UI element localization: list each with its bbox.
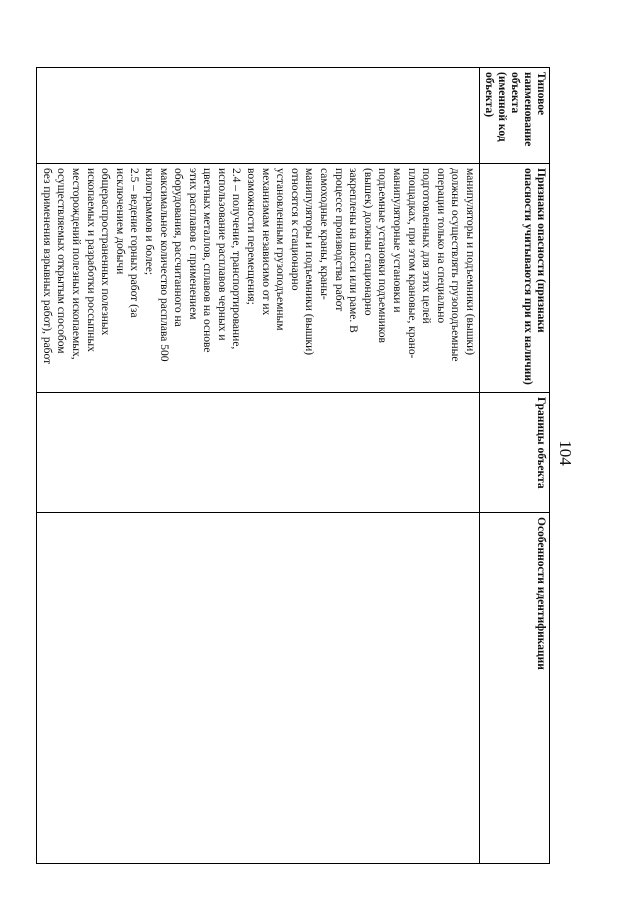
danger-text-line: общераспространенных полезных	[99, 168, 112, 336]
danger-text-line: использование расплавов черных и	[215, 168, 228, 341]
header-danger-signs: Признаки опасности (признаки опасности учитываются при их наличии)	[480, 164, 550, 393]
danger-text-line: установленным грузоподъемным	[274, 168, 287, 331]
header-boundaries: Границы объекта	[480, 393, 550, 513]
header-identification: Особенности идентификации	[480, 513, 550, 864]
danger-text-line: максимальное количество расплава 500	[157, 168, 170, 362]
danger-text-line: механизмам независимо от их	[259, 168, 272, 316]
identification-table	[36, 67, 550, 864]
danger-text-line: месторождений полезных ископаемых,	[69, 168, 82, 360]
danger-text-line: площадках, при этом крановые, крано-	[405, 168, 418, 359]
cell-boundaries	[37, 393, 480, 513]
cell-identification	[37, 513, 480, 864]
danger-text-line: цветных металлов, сплавов на основе	[201, 168, 214, 353]
danger-text-line: исключением добычи	[113, 168, 126, 275]
table-row	[37, 68, 480, 864]
danger-text-line: процессе производства работ	[332, 168, 345, 312]
table-header-row	[480, 68, 550, 864]
danger-text-line: закреплены на шасси или раме. В	[347, 168, 360, 333]
danger-text-line: должны осуществлять грузоподъемные	[449, 168, 462, 362]
danger-text-line: манипуляторы и подъемники (вышки)	[303, 168, 316, 356]
danger-text-line: самоходные краны, краны-	[318, 168, 331, 300]
danger-text-line: этих расплавов с применением	[186, 168, 199, 320]
danger-text-line: возможности перемещения;	[245, 168, 258, 305]
page-number: 104	[556, 440, 575, 466]
danger-text-line: осуществляемых открытым способом	[55, 168, 68, 354]
danger-text-line: манипуляторы и подъемники (вышки)	[464, 168, 476, 356]
danger-text-line: операции только на специально	[434, 168, 447, 324]
danger-text-line: килограммов и более;	[142, 168, 155, 276]
cell-danger-signs	[37, 164, 480, 393]
danger-text-line: 2.5 – ведение горных работ (за	[128, 168, 141, 318]
danger-text-line: манипуляторные установки и	[391, 168, 404, 313]
danger-text-line: без применения взрывных работ), работ	[40, 168, 53, 365]
danger-text-line: подготовленных для этих целей	[420, 168, 433, 324]
danger-text-line: подъемные установки подъемников	[376, 168, 389, 343]
rotated-table-container	[40, 67, 550, 863]
header-type-name: Типовое наименование объекта (именной код объекта)	[480, 68, 550, 164]
danger-text-line: ископаемых и разработки россыпных	[84, 168, 97, 352]
cell-type-name	[37, 68, 480, 164]
danger-text-line: 2.4 – получение, транспортирование,	[230, 168, 243, 350]
danger-text-line: относятся к стационарно	[288, 168, 301, 291]
danger-text-line: (вышек) должны стационарно	[361, 168, 374, 316]
danger-text-line: оборудования, рассчитанного на	[172, 168, 185, 327]
